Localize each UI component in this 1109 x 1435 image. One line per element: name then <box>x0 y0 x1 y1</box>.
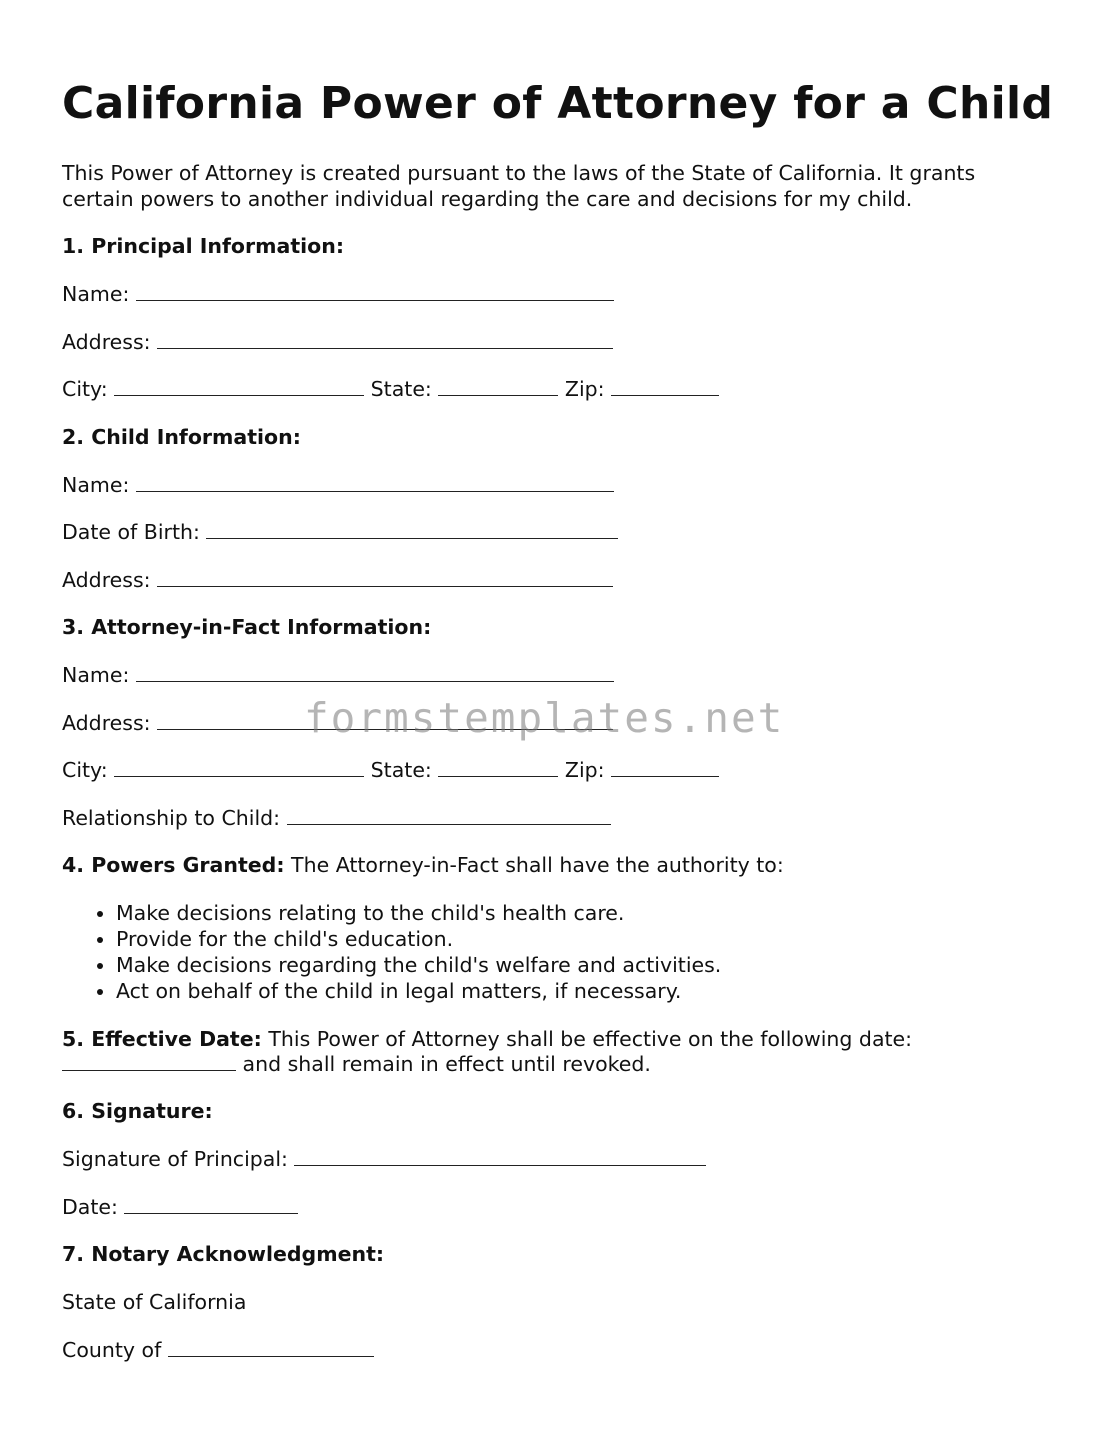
section-5-text: This Power of Attorney shall be effective on the following date: <box>261 1027 913 1051</box>
list-item: • Provide for the child's education. <box>116 926 721 952</box>
relationship-label: Relationship to Child: <box>62 806 281 830</box>
child-dob-field[interactable] <box>206 520 618 539</box>
powers-list <box>62 900 721 1004</box>
signature-date-row <box>62 1194 298 1220</box>
attorney-city-field[interactable] <box>114 758 364 777</box>
notary-county-row <box>62 1337 374 1363</box>
section-6-heading: 6. Signature: <box>62 1099 213 1123</box>
attorney-address-label: Address: <box>62 711 151 735</box>
section-3-heading: 3. Attorney-in-Fact Information: <box>62 615 432 639</box>
attorney-relationship-row <box>62 805 611 831</box>
section-4-heading: 4. Powers Granted: <box>62 853 285 877</box>
document-title: California Power of Attorney for a Child <box>62 78 1054 129</box>
attorney-state-label: State: <box>370 758 432 782</box>
signature-date-label: Date: <box>62 1195 118 1219</box>
list-item: • Act on behalf of the child in legal matters, if necessary. <box>116 978 721 1004</box>
principal-name-label: Name: <box>62 282 130 306</box>
attorney-address-row <box>62 710 613 736</box>
principal-state-field[interactable] <box>438 377 558 396</box>
principal-city-label: City: <box>62 377 108 401</box>
attorney-zip-field[interactable] <box>611 758 719 777</box>
principal-city-field[interactable] <box>114 377 364 396</box>
watermark: formstemplates.net <box>304 694 785 742</box>
section-2-heading: 2. Child Information: <box>62 425 301 449</box>
principal-address-field[interactable] <box>157 330 613 349</box>
child-name-row <box>62 472 614 498</box>
attorney-name-row <box>62 662 614 688</box>
intro-paragraph: This Power of Attorney is created pursuant to the laws of the State of California. It grants certain powers to another individual regarding the care and decisions for my child. <box>62 161 976 211</box>
section-5-row-2 <box>62 1051 651 1077</box>
attorney-state-field[interactable] <box>438 758 558 777</box>
list-item: • Make decisions relating to the child's health care. <box>116 900 721 926</box>
child-address-field[interactable] <box>157 568 613 587</box>
notary-state-text: State of California <box>62 1290 247 1314</box>
attorney-city-label: City: <box>62 758 108 782</box>
child-name-field[interactable] <box>136 473 614 492</box>
section-1-heading: 1. Principal Information: <box>62 234 345 258</box>
county-field[interactable] <box>168 1338 374 1357</box>
list-item: • Make decisions regarding the child's welfare and activities. <box>116 952 721 978</box>
county-label: County of <box>62 1338 162 1362</box>
child-name-label: Name: <box>62 473 130 497</box>
principal-name-row <box>62 281 614 307</box>
principal-city-row <box>62 376 719 402</box>
section-5-text-2: and shall remain in effect until revoked. <box>236 1052 651 1076</box>
signature-label: Signature of Principal: <box>62 1147 288 1171</box>
principal-address-row <box>62 329 613 355</box>
section-7-heading: 7. Notary Acknowledgment: <box>62 1242 385 1266</box>
signature-field[interactable] <box>294 1147 706 1166</box>
child-address-label: Address: <box>62 568 151 592</box>
section-4-text: The Attorney-in-Fact shall have the authority to: <box>284 853 784 877</box>
principal-zip-field[interactable] <box>611 377 719 396</box>
child-address-row <box>62 567 613 593</box>
signature-date-field[interactable] <box>124 1195 298 1214</box>
section-4-row <box>62 852 784 878</box>
attorney-name-field[interactable] <box>136 663 614 682</box>
signature-row <box>62 1146 706 1172</box>
section-5-heading: 5. Effective Date: <box>62 1027 262 1051</box>
child-dob-row <box>62 519 618 545</box>
principal-zip-label: Zip: <box>564 377 605 401</box>
child-dob-label: Date of Birth: <box>62 520 200 544</box>
attorney-zip-label: Zip: <box>564 758 605 782</box>
attorney-address-field[interactable] <box>157 711 613 730</box>
relationship-field[interactable] <box>287 806 611 825</box>
section-5-row <box>62 1026 912 1052</box>
attorney-city-row <box>62 757 719 783</box>
principal-state-label: State: <box>370 377 432 401</box>
principal-address-label: Address: <box>62 330 151 354</box>
principal-name-field[interactable] <box>136 282 614 301</box>
effective-date-field[interactable] <box>62 1052 236 1071</box>
attorney-name-label: Name: <box>62 663 130 687</box>
